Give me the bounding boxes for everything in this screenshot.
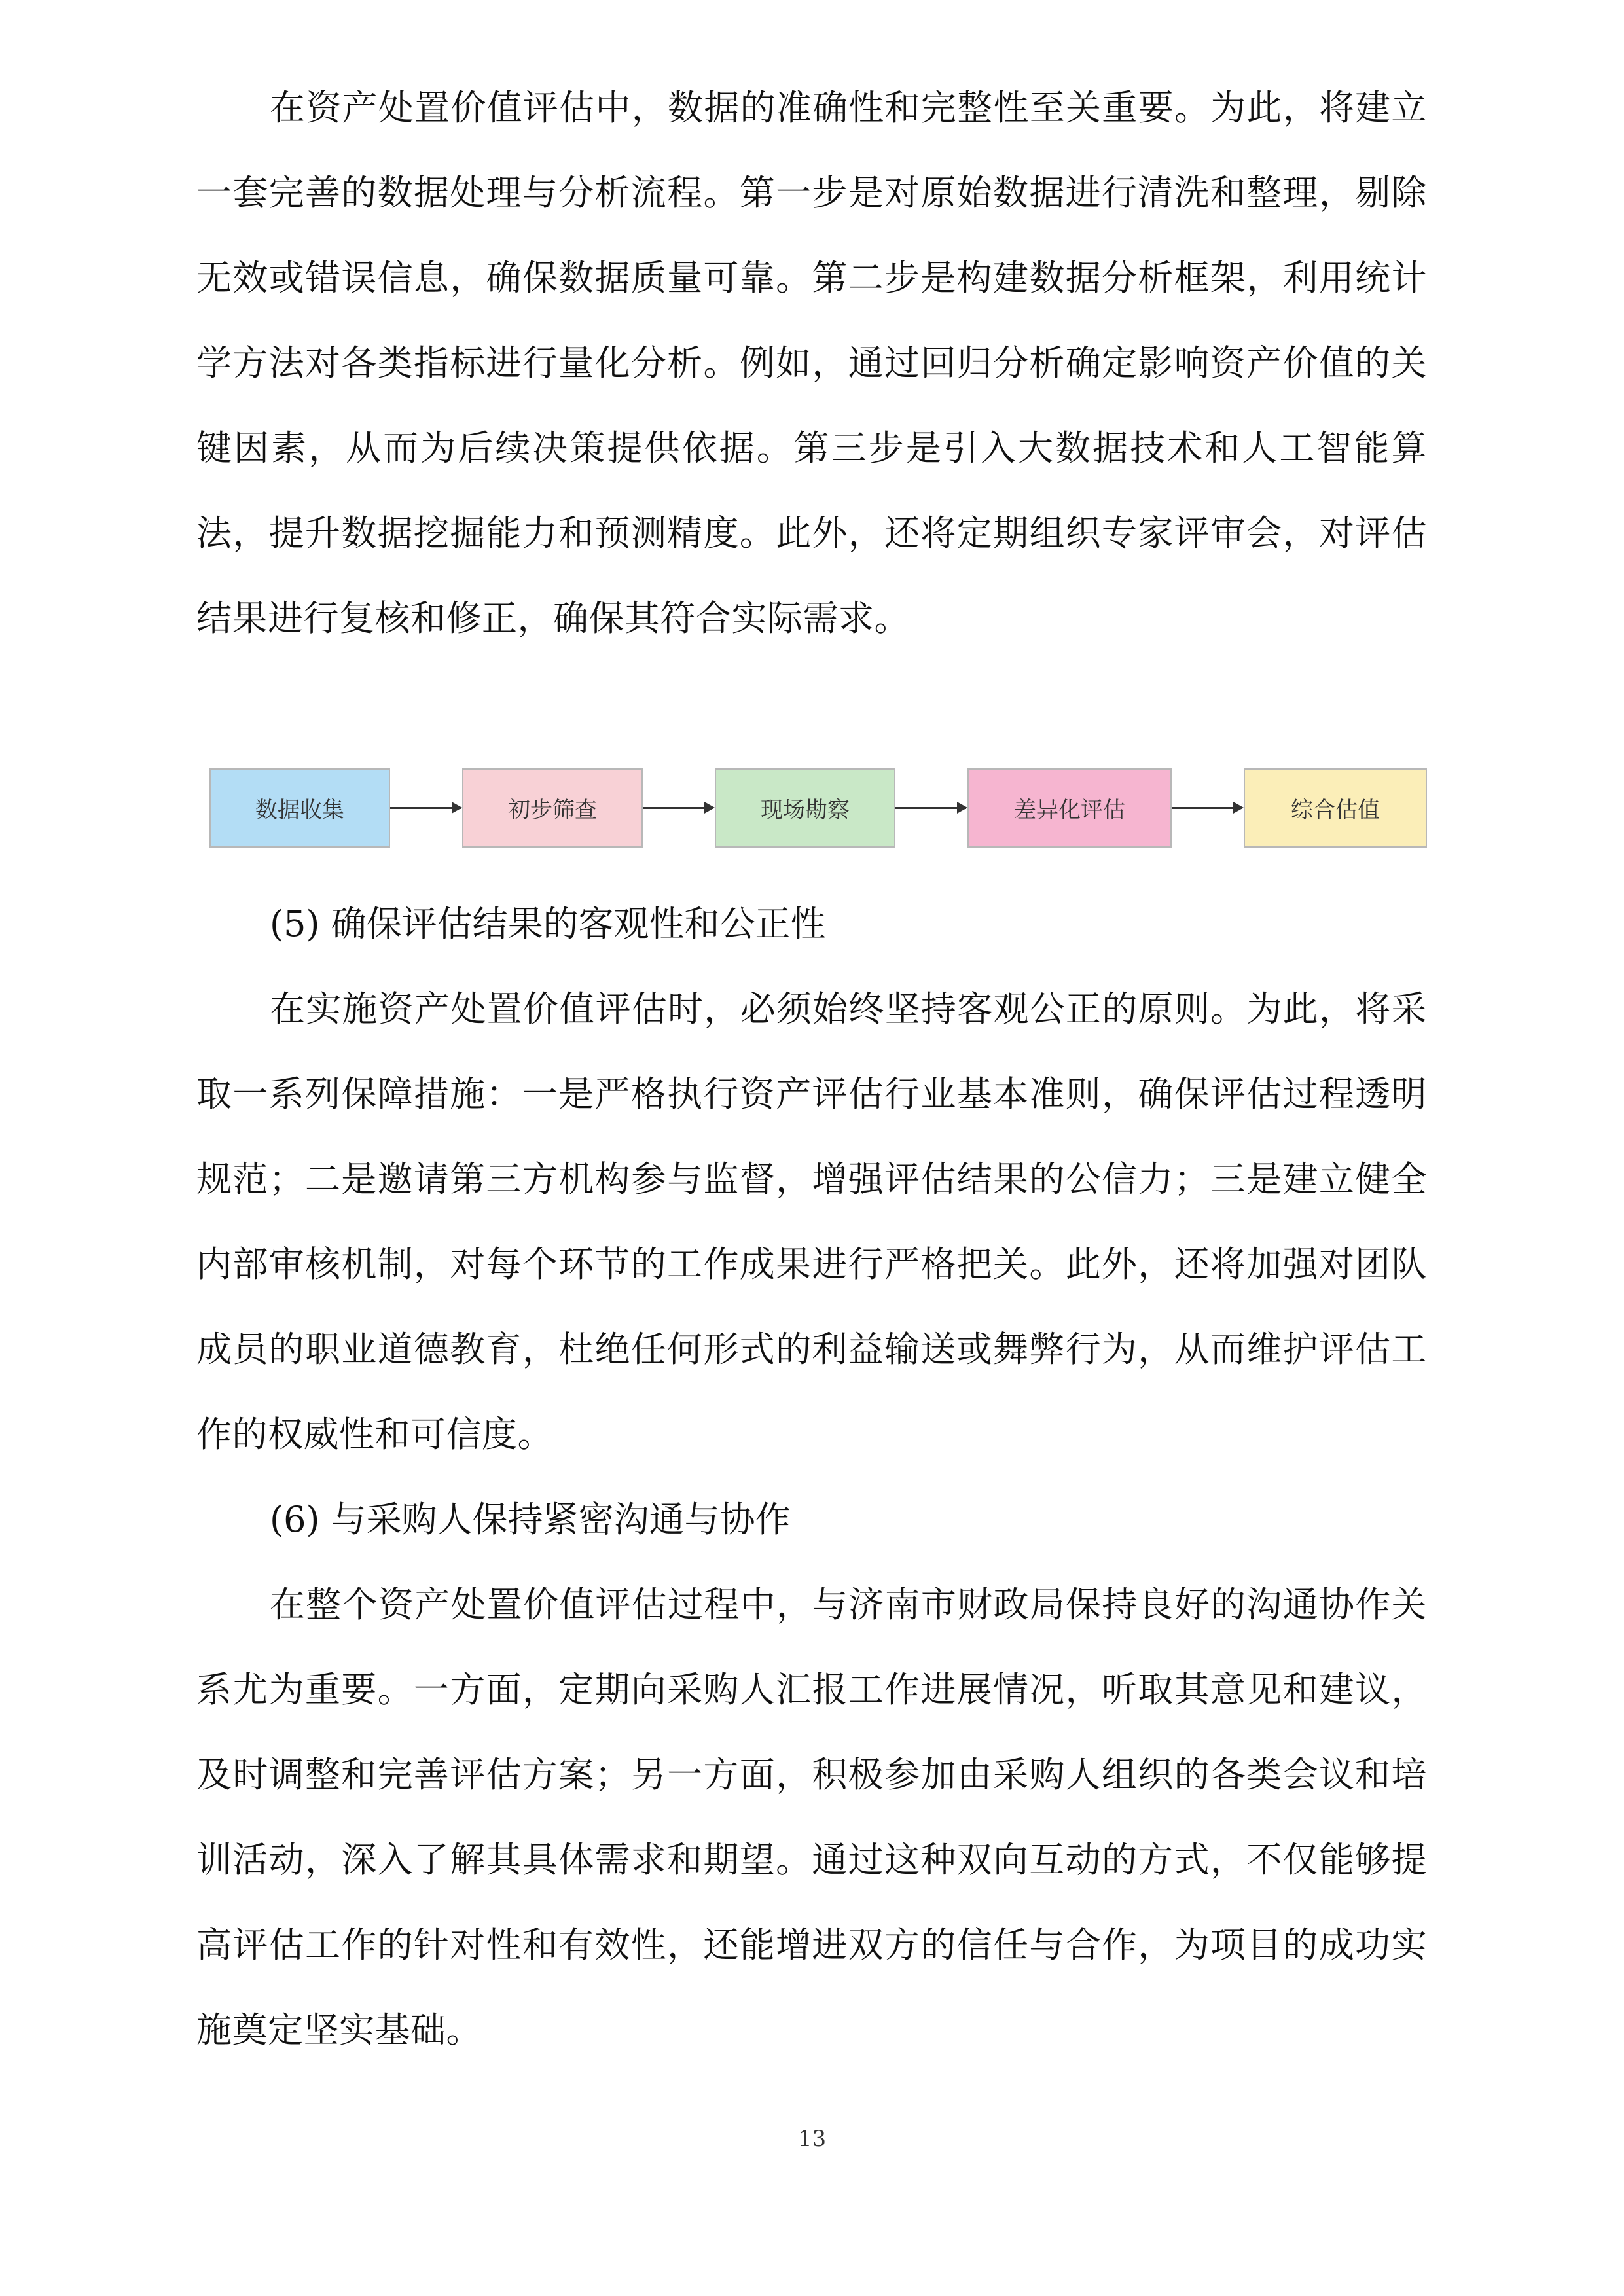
flow-arrow-4 (1172, 807, 1242, 809)
flow-step-3: 现场勘察 (715, 768, 895, 848)
flow-step-2: 初步筛查 (462, 768, 643, 848)
paragraph-objectivity: 在实施资产处置价值评估时，必须始终坚持客观公正的原则。为此，将采取一系列保障措施：一是严格执行资产评估行业基本准则，确保评估过程透明规范；二是邀请第三方机构参与监督，增强评估结果的公信力；三是建立健全内部审核机制，对每个环节的工作成果进行严格把关。此外，还将加强对团队成员的职业道德教育，杜绝任何形式的利益输送或舞弊行为，从而维护评估工作的权威性和可信度。 (196, 988, 1427, 1455)
section-heading-5: (5) 确保评估结果的客观性和公正性 (270, 903, 826, 944)
flow-arrow-3 (895, 807, 966, 809)
section-heading-6: (6) 与采购人保持紧密沟通与协作 (270, 1499, 791, 1540)
flow-step-1: 数据收集 (209, 768, 390, 848)
paragraph-data-processing: 在资产处置价值评估中，数据的准确性和完整性至关重要。为此，将建立一套完善的数据处理与分析流程。第一步是对原始数据进行清洗和整理，剔除无效或错误信息，确保数据质量可靠。第二步是构建数据分析框架，利用统计学方法对各类指标进行量化分析。例如，通过回归分析确定影响资产价值的关键因素，从而为后续决策提供依据。第三步是引入大数据技术和人工智能算法，提升数据挖掘能力和预测精度。此外，还将定期组织专家评审会，对评估结果进行复核和修正，确保其符合实际需求。 (196, 87, 1427, 639)
flow-step-4: 差异化评估 (967, 768, 1172, 848)
process-flow-diagram (209, 768, 1427, 850)
flow-arrow-1 (390, 807, 461, 809)
flow-step-5: 综合估值 (1244, 768, 1427, 848)
paragraph-communication: 在整个资产处置价值评估过程中，与济南市财政局保持良好的沟通协作关系尤为重要。一方面，定期向采购人汇报工作进展情况，听取其意见和建议，及时调整和完善评估方案；另一方面，积极参加由采购人组织的各类会议和培训活动，深入了解其具体需求和期望。通过这种双向互动的方式，不仅能够提高评估工作的针对性和有效性，还能增进双方的信任与合作，为项目的成功实施奠定坚实基础。 (196, 1584, 1427, 2051)
page-number: 13 (797, 2126, 827, 2152)
flow-arrow-2 (643, 807, 713, 809)
